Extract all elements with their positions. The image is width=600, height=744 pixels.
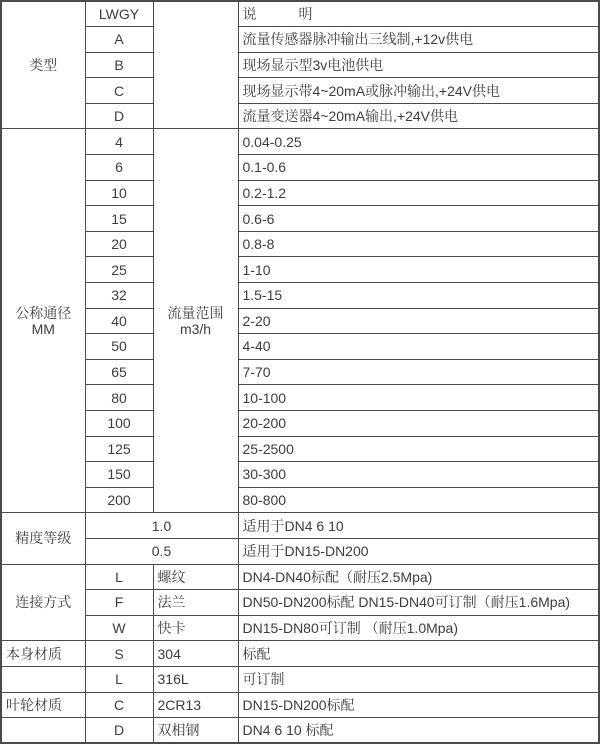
connection-name: 快卡: [153, 615, 238, 641]
table-row: [1, 206, 599, 232]
flow-range-value: 0.04-0.25: [238, 129, 599, 155]
type-code: C: [85, 78, 153, 104]
body-material-section-label: 本身材质: [1, 641, 85, 667]
table-row: [1, 231, 599, 257]
type-section-label: 类型: [1, 1, 85, 129]
accuracy-desc: 适用于DN15-DN200: [238, 538, 599, 564]
table-row: [1, 257, 599, 283]
diameter-label-line1: 公称通径: [15, 304, 72, 321]
connection-desc: DN4-DN40标配（耐压2.5Mpa): [238, 564, 599, 590]
table-row: [1, 590, 599, 616]
flow-range-value: 0.2-1.2: [238, 180, 599, 206]
flow-range-value: 30-300: [238, 462, 599, 488]
connection-desc: DN50-DN200标配 DN15-DN40可订制（耐压1.6Mpa): [238, 590, 599, 616]
flow-range-label-line1: 流量范围: [167, 304, 224, 321]
accuracy-desc: 适用于DN4 6 10: [238, 513, 599, 539]
table-row: [1, 692, 599, 718]
impeller-material-name: 双相钢: [153, 718, 238, 744]
impeller-material-code: L: [85, 666, 153, 692]
connection-section-label: 连接方式: [1, 564, 85, 641]
empty-cell: [153, 1, 238, 129]
table-row: [1, 155, 599, 181]
type-desc: 现场显示带4~20mA或脉冲输出,+24V供电: [238, 78, 599, 104]
table-row: [1, 283, 599, 309]
table-row: [1, 52, 599, 78]
table-row: [1, 462, 599, 488]
description-header: 说 明: [238, 1, 599, 27]
model-code-header: LWGY: [85, 1, 153, 27]
dn-value: 125: [85, 436, 153, 462]
impeller-material-desc: DN4 6 10 标配: [238, 718, 599, 744]
flow-range-value: 10-100: [238, 385, 599, 411]
dn-value: 15: [85, 206, 153, 232]
table-row: [1, 385, 599, 411]
flow-range-value: 0.1-0.6: [238, 155, 599, 181]
type-code: D: [85, 103, 153, 129]
dn-value: 40: [85, 308, 153, 334]
accuracy-section-label: 精度等级: [1, 513, 85, 564]
type-desc: 流量传感器脉冲输出三线制,+12v供电: [238, 27, 599, 53]
table-row: [1, 180, 599, 206]
dn-value: 100: [85, 411, 153, 437]
connection-name: 螺纹: [153, 564, 238, 590]
connection-code: W: [85, 615, 153, 641]
type-desc: 流量变送器4~20mA输出,+24V供电: [238, 103, 599, 129]
flow-range-value: 25-2500: [238, 436, 599, 462]
dn-value: 20: [85, 231, 153, 257]
table-row: [1, 27, 599, 53]
impeller-material-section-label: 叶轮材质: [1, 692, 85, 718]
body-material-desc: 标配: [238, 641, 599, 667]
type-code: B: [85, 52, 153, 78]
dn-value: 150: [85, 462, 153, 488]
table-row: [1, 718, 599, 744]
table-row: [1, 513, 599, 539]
dn-value: 25: [85, 257, 153, 283]
diameter-section-label: [1, 129, 85, 513]
impeller-material-desc: 可订制: [238, 666, 599, 692]
table-row: [1, 666, 599, 692]
table-row: [1, 436, 599, 462]
dn-value: 32: [85, 283, 153, 309]
table-row: [1, 1, 599, 27]
table-row: [1, 359, 599, 385]
body-material-name: 304: [153, 641, 238, 667]
flow-range-value: 1-10: [238, 257, 599, 283]
flow-range-value: 2-20: [238, 308, 599, 334]
table-row: [1, 308, 599, 334]
impeller-material-name: 2CR13: [153, 692, 238, 718]
flow-range-value: 1.5-15: [238, 283, 599, 309]
dn-value: 50: [85, 334, 153, 360]
empty-cell: [1, 718, 85, 744]
flow-range-label: [153, 129, 238, 513]
table-row: [1, 641, 599, 667]
accuracy-value: 0.5: [85, 538, 238, 564]
table-row: [1, 129, 599, 155]
table-row: [1, 103, 599, 129]
flow-range-value: 20-200: [238, 411, 599, 437]
table-row: [1, 615, 599, 641]
flow-range-value: 0.8-8: [238, 231, 599, 257]
table-row: [1, 487, 599, 513]
type-code: A: [85, 27, 153, 53]
impeller-material-desc: DN15-DN200标配: [238, 692, 599, 718]
dn-value: 10: [85, 180, 153, 206]
table-row: [1, 538, 599, 564]
connection-desc: DN15-DN80可订制 （耐压1.0Mpa): [238, 615, 599, 641]
dn-value: 65: [85, 359, 153, 385]
flow-range-value: 80-800: [238, 487, 599, 513]
flow-range-value: 7-70: [238, 359, 599, 385]
connection-code: F: [85, 590, 153, 616]
dn-value: 80: [85, 385, 153, 411]
body-material-code: S: [85, 641, 153, 667]
connection-code: L: [85, 564, 153, 590]
connection-name: 法兰: [153, 590, 238, 616]
table-row: [1, 78, 599, 104]
flow-range-label-line2: m3/h: [179, 320, 212, 337]
table-row: [1, 334, 599, 360]
flow-range-value: 0.6-6: [238, 206, 599, 232]
table-row: [1, 564, 599, 590]
dn-value: 6: [85, 155, 153, 181]
impeller-material-name: 316L: [153, 666, 238, 692]
empty-cell: [1, 666, 85, 692]
impeller-material-code: C: [85, 692, 153, 718]
table-row: [1, 411, 599, 437]
accuracy-value: 1.0: [85, 513, 238, 539]
dn-value: 200: [85, 487, 153, 513]
flow-range-value: 4-40: [238, 334, 599, 360]
diameter-label-line2: MM: [31, 320, 55, 337]
dn-value: 4: [85, 129, 153, 155]
type-desc: 现场显示型3v电池供电: [238, 52, 599, 78]
impeller-material-code: D: [85, 718, 153, 744]
